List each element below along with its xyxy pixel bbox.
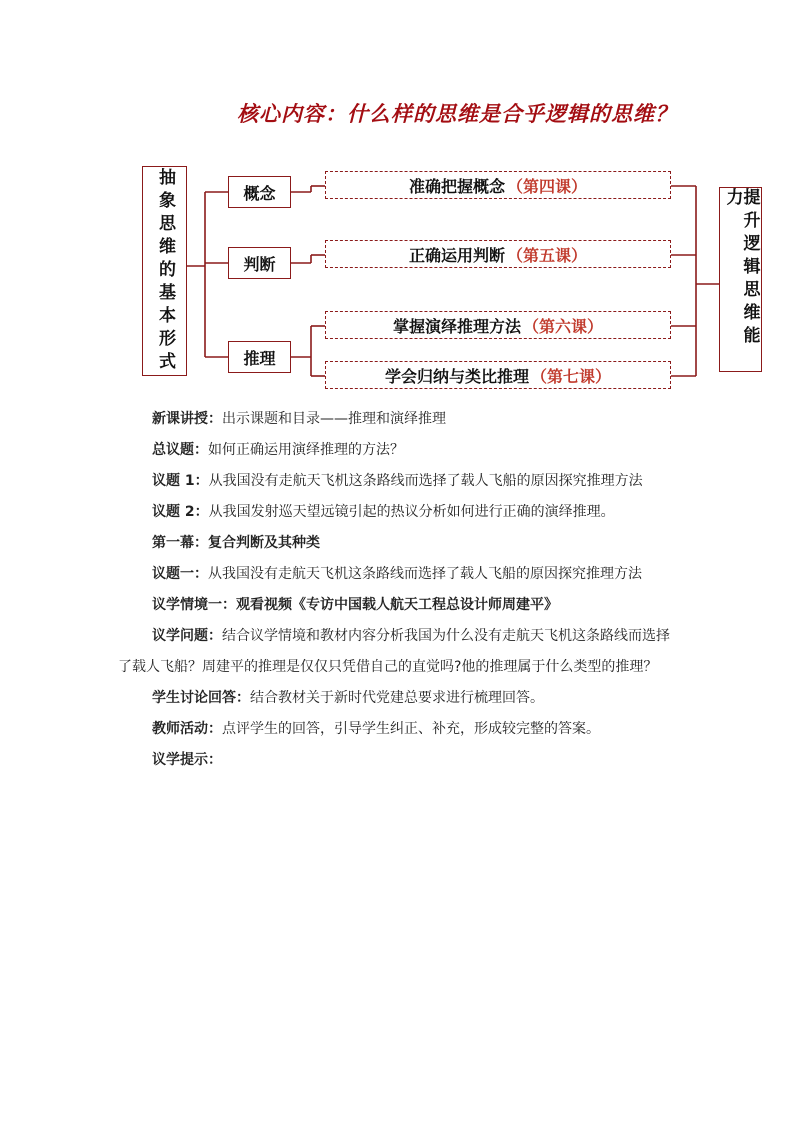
page-title: 核心内容：什么样的思维是合乎逻辑的思维？ xyxy=(237,101,677,126)
abstract-thinking-box: 抽象思维的基本形式 xyxy=(142,166,187,376)
lesson-label: （第六课） xyxy=(523,316,604,336)
paragraph-teacher-activity: 教师活动：点评学生的回答，引导学生纠正、补充，形成较完整的答案。 xyxy=(152,721,600,737)
target-text: 准确把握概念 xyxy=(408,176,505,196)
diagram-connectors xyxy=(0,0,794,400)
target-deductive-box xyxy=(325,311,671,339)
target-text: 学会归纳与类比推理 xyxy=(384,366,529,386)
target-text: 掌握演绎推理方法 xyxy=(392,316,521,336)
lesson-label: （第四课） xyxy=(507,176,588,196)
target-judgment-box xyxy=(325,240,671,268)
improve-logic-box: 提升逻辑思维能力 xyxy=(719,187,762,372)
target-inductive-box xyxy=(325,361,671,389)
target-text: 正确运用判断 xyxy=(408,245,505,265)
lesson-label: （第七课） xyxy=(531,366,612,386)
lesson-body xyxy=(118,404,678,776)
paragraph-question: 议学问题：结合议学情境和教材内容分析我国为什么没有走航天飞机这条路线而选择了载人飞船？周建平的推理是仅仅只凭借自己的直觉吗?他的推理属于什么类型的推理？ xyxy=(118,628,670,675)
paragraph-main-topic: 总议题：如何正确运用演绎推理的方法？ xyxy=(152,442,404,458)
target-concept-box xyxy=(325,171,671,199)
paragraph-student-discussion: 学生讨论回答：结合教材关于新时代党建总要求进行梳理回答。 xyxy=(152,690,544,706)
paragraph-topic-one: 议题一：从我国没有走航天飞机这条路线而选择了载人飞船的原因探究推理方法 xyxy=(152,566,642,582)
paragraph-topic-2: 议题 2：从我国发射巡天望远镜引起的热议分析如何进行正确的演绎推理。 xyxy=(152,504,615,520)
paragraph-new-lesson: 新课讲授：出示课题和目录——推理和演绎推理 xyxy=(152,411,446,427)
section-heading-act-1: 第一幕：复合判断及其种类 xyxy=(152,535,320,551)
paragraph-topic-1: 议题 1：从我国没有走航天飞机这条路线而选择了载人飞船的原因探究推理方法 xyxy=(152,473,643,489)
form-judgment-box: 判断 xyxy=(228,247,291,279)
paragraph-scenario-1: 议学情境一：观看视频《专访中国载人航天工程总设计师周建平》 xyxy=(152,597,558,613)
form-reasoning-box: 推理 xyxy=(228,341,291,373)
form-concept-box: 概念 xyxy=(228,176,291,208)
lesson-label: （第五课） xyxy=(507,245,588,265)
paragraph-hint: 议学提示： xyxy=(152,752,222,768)
